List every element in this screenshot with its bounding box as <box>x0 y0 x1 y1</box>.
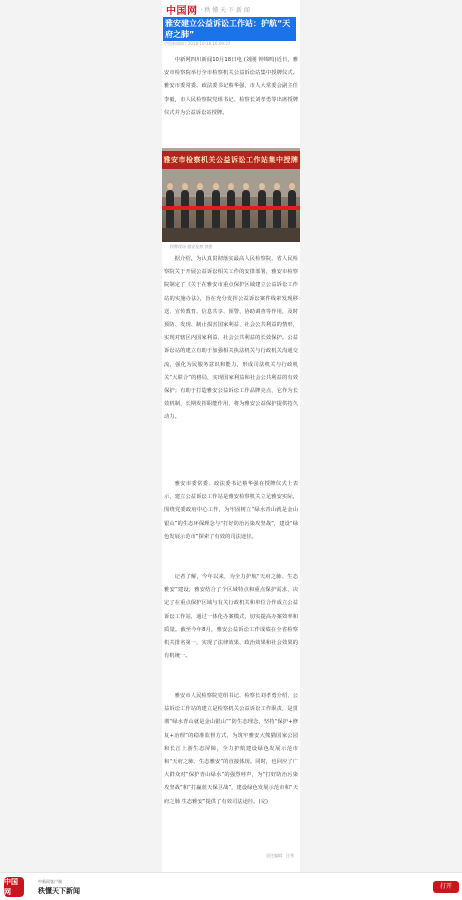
app-logo[interactable]: 中国网 <box>4 877 24 897</box>
article-editor: 责任编辑：汪秀 <box>266 853 294 858</box>
article-paragraph-4: 记者了解，今年以来，为全力护航“天府之肺、生态雅安”建设，雅安结合了个区域特点和重点保护需求，决定了在重点保护区域与有关行政机关和单位合作成立公益诉讼工作站，通过一体化办案模式，切实提高办案效率和质量。截至今年8月，雅安公益诉讼工作成绩在全省检察机关排名第一，实现了法律效果、政治效果和社会效果的有机统一。 <box>164 574 298 660</box>
article-paragraph-3: 雅安市委常委、政法委书记蔡华强在授牌仪式上表示，建立公益诉讼工作站是雅安检察机关立足雅安实际，围绕党委政府中心工作，为牢固树立“绿水青山就是金山银山”的生态环保理念与“打好防治污染攻坚战”，建设“绿色发展示范市”探索了有效的司法途径。 <box>164 481 298 540</box>
article-page <box>162 0 300 872</box>
article-paragraph-1: 中新网四川新闻10月18日电 (刘刚 钟锦鸣)近日，雅安市检察院举行全市检察机关公益诉讼站集中授牌仪式。雅安市委常委、政法委书记蔡华强，市人大常委会副主任李毅，市人民检察院党组书记、检察长刘孝勇等出席授牌仪式并为公益诉讼站授牌。 <box>164 57 298 116</box>
app-slogan: 秩懂天下新闻 <box>38 886 80 895</box>
article-title: 雅安建立公益诉讼工作站：护航“天府之肺” <box>163 17 296 41</box>
site-brand[interactable] <box>166 2 250 16</box>
article-photo[interactable] <box>162 148 300 242</box>
app-name: 中新网客户端 <box>38 879 62 884</box>
photo-banner: 雅安市检察机关公益诉讼工作站集中授牌 <box>162 151 300 169</box>
photo-floor <box>162 228 300 242</box>
site-logo[interactable]: 中国网 <box>166 5 198 17</box>
open-app-button[interactable]: 打开 <box>433 881 459 893</box>
photo-people <box>162 178 300 228</box>
site-slogan: · 秩 懂 天 下 新 闻 <box>200 6 250 14</box>
article-meta: 中国新闻网 | 2018-10-18 16:09:37 <box>164 41 231 46</box>
app-download-bar <box>0 872 462 900</box>
photo-ribbon <box>162 206 300 210</box>
photo-caption: 授牌现场 雅安检察 供图 <box>170 244 213 249</box>
article-paragraph-2: 据介绍，为认真贯彻落实最高人民检察院、省人民检察院关于开展公益诉讼相关工作的安排部署，雅安市检察院制定了《关于在雅安市重点保护区域建立公益诉讼工作站的实施办法》，旨在充分发挥公益诉讼案件线索发现移送、宣传教育、信息共享、预警、协助调查等作用，及时预防、发现、制止损害国家利益、社会公共利益的情形，实现对辖区内国家利益、社会公共利益的长效保护。公益诉讼站的建立有助于加强相关执法机关与行政机关沟通交流，强化为民服务意识和能力，形成司法机关与行政机关“大联合”的格局，实现国家利益和社会公共利益的有效保护；有助于打造雅安公益诉讼工作品牌亮点，它作为长效机制，长期发挥职能作用，将为雅安公益保护提供持久动力。 <box>164 256 298 421</box>
article-paragraph-5: 雅安市人民检察院党组书记、检察长刘孝勇介绍，公益诉讼工作站的建立是检察机关公益诉讼工作职责，是贯彻“绿水青山就是金山银山”“防生态理念，坚持“保护+修复+治理”的稳准监督方式，为筑牢雅安大熊猫国家公园和长江上游生态屏障，全力护航建设绿色发展示范市和“天府之肺、生态雅安”的直接体现。同时，也回应了广大群众对“保护青山绿水”的强烈呼声，为“打好防治污染攻坚战”和“打赢蓝天保卫战”，建设绿色发展示范市和“天府之肺 生态雅安”提供了有效司法途径。(完) <box>164 693 298 805</box>
